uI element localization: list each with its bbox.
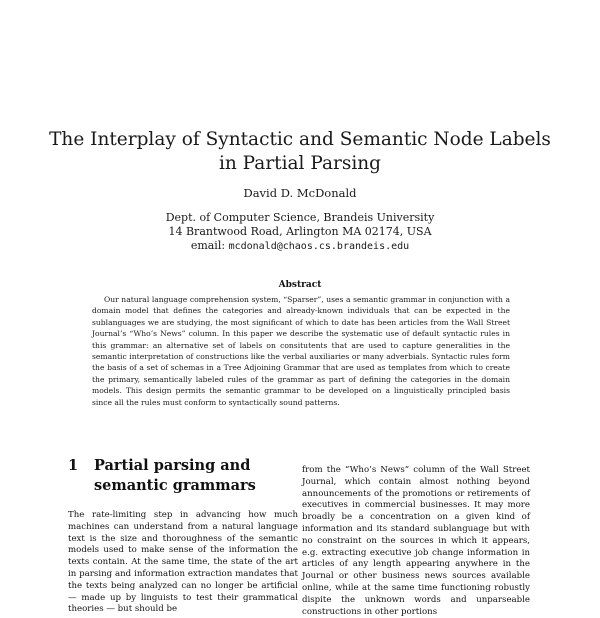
- author-name: David D. McDonald: [243, 186, 357, 200]
- abstract-text: Our natural language comprehension system, “Sparser”, uses a semantic grammar in conjunction with a domain model that defines the categories and already-known individuals that can be expected in the sublanguages we are studying, the most significant of which to date has been articles from the Wall Street Journal’s “Who’s News” column. In this paper we describe the systematic use of default syntactic rules in this grammar: an alternative set of labels on consitutents that are used to capture generalities in the semantic interpretation of constructions like the verbal auxiliaries or many adverbials. Syntactic rules form the basis of a set of schemas in a Tree Adjoining Grammar that are used as templates from which to create the primary, semantically labeled rules of the grammar as part of defining the categories in the domain models. This design permits the semantic grammar to be developed on a linguistically principled basis since all the rules must conform to syntactically sound patterns.: [92, 295, 510, 407]
- affiliation-address: 14 Brantwood Road, Arlington MA 02174, USA: [168, 225, 432, 238]
- email-address: mcdonald@chaos.cs.brandeis.edu: [228, 241, 410, 252]
- section-number: 1: [68, 457, 79, 474]
- abstract-heading: Abstract: [278, 280, 322, 290]
- section-heading: [68, 456, 298, 496]
- email-label: email:: [190, 239, 226, 252]
- left-column-text: The rate-limiting step in advancing how much machines can understand from a natural language text is the size and thoroughness of the semantic models used to make sense of the information the texts contain. At the same time, the state of the art in parsing and information extraction mandates that the texts being analyzed can no longer be artificial — made up by linguists to test their grammatical theories — but should be: [68, 510, 298, 615]
- affiliation-email: [0, 239, 600, 254]
- paper-title: The Interplay of Syntactic and Semantic Node Labels in Partial Parsing: [49, 129, 551, 174]
- affiliation-block: [0, 211, 600, 254]
- right-column-text: from the “Who’s News” column of the Wall Street Journal, which contain almost nothing beyond announcements of the promotions or retirements of executives in commercial businesses. It may more broadly be a concentration on a given kind of information and its standard sublanguage but with no constraint on the sources in which it appears, e.g. extracting executive job change information in articles of any length appearing anywhere in the Journal or other business news sources available online, while at the same time functioning robustly dispite the unknown words and unparseable constructions in other portions: [302, 465, 530, 617]
- affiliation-dept: Dept. of Computer Science, Brandeis University: [165, 211, 435, 224]
- section-title: Partial parsing and semantic grammars: [94, 457, 256, 494]
